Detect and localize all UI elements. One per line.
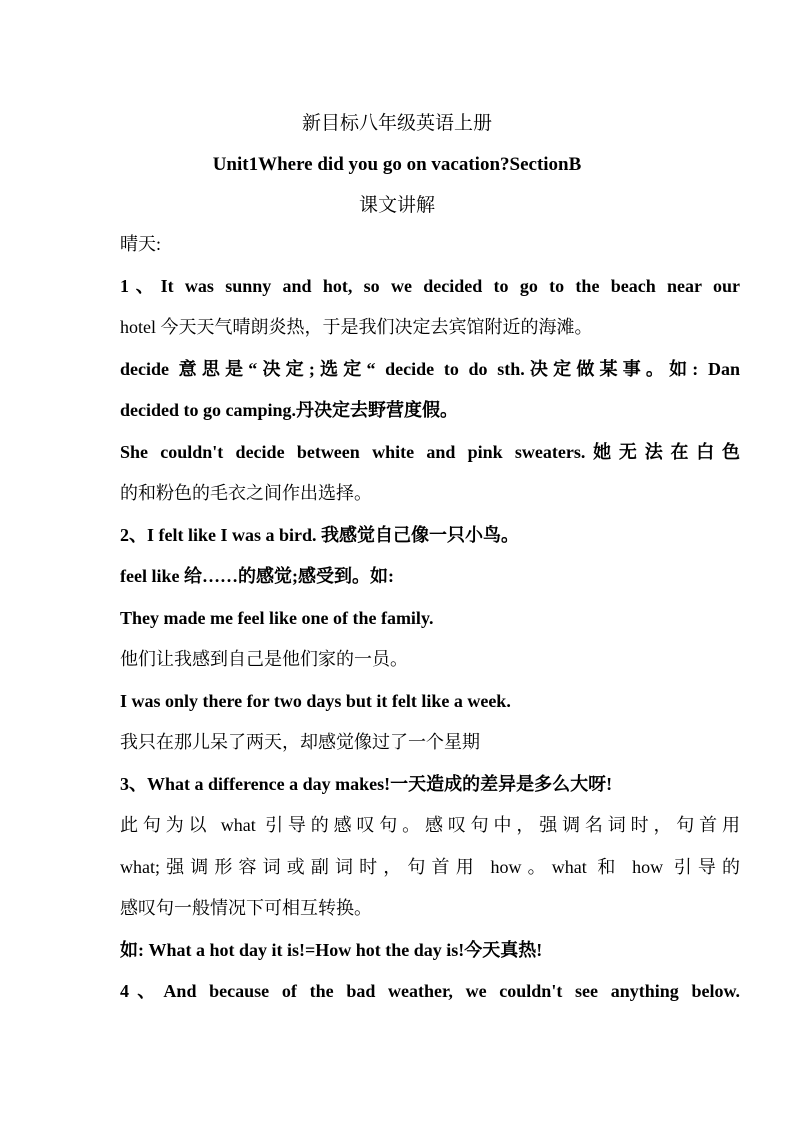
text-line: what;强调形容词或副词时，句首用 how。what 和 how 引导的 xyxy=(120,856,740,877)
text-line: 1、It was sunny and hot, so we decided to go to the beach near our xyxy=(120,275,740,296)
text-line: She couldn't decide between white and pink sweaters.她无法在白色 xyxy=(120,441,740,462)
text-line: 2、I felt like I was a bird. 我感觉自己像一只小鸟。 xyxy=(120,524,520,545)
text-line: 的和粉色的毛衣之间作出选择。 xyxy=(120,483,372,503)
text-line: 他们让我感到自己是他们家的一员。 xyxy=(120,649,408,669)
text-line: I was only there for two days but it felt like a week. xyxy=(120,690,511,711)
text-line: 感叹句一般情况下可相互转换。 xyxy=(120,898,372,918)
text-line: decided to go camping.丹决定去野营度假。 xyxy=(120,400,458,420)
document-title: 新目标八年级英语上册 xyxy=(301,113,492,134)
text-line: 我只在那儿呆了两天，却感觉像过了一个星期 xyxy=(120,732,480,752)
text-line: feel like 给……的感觉;感受到。如: xyxy=(120,566,394,586)
text-line: hotel 今天天气晴朗炎热，于是我们决定去宾馆附近的海滩。 xyxy=(120,317,593,337)
text-line: 3、What a difference a day makes!一天造成的差异是多么大呀! xyxy=(120,773,613,794)
text-line: 此句为以 what 引导的感叹句。感叹句中，强调名词时，句首用 xyxy=(120,815,740,835)
text-line: 晴天: xyxy=(120,234,162,254)
text-line: 如: What a hot day it is!=How hot the day is!今天真热! xyxy=(120,939,543,960)
text-line: decide 意思是“决定;选定“ decide to do sth.决定做某事。如: Dan xyxy=(120,358,740,379)
title-block xyxy=(0,103,794,226)
text-line: 4、And because of the bad weather, we couldn't see anything below. xyxy=(120,981,740,1001)
document-body xyxy=(120,224,740,1013)
unit-title: Unit1Where did you go on vacation?SectionB xyxy=(212,154,582,175)
text-line: They made me feel like one of the family. xyxy=(120,607,434,628)
section-subtitle: 课文讲解 xyxy=(358,195,435,216)
